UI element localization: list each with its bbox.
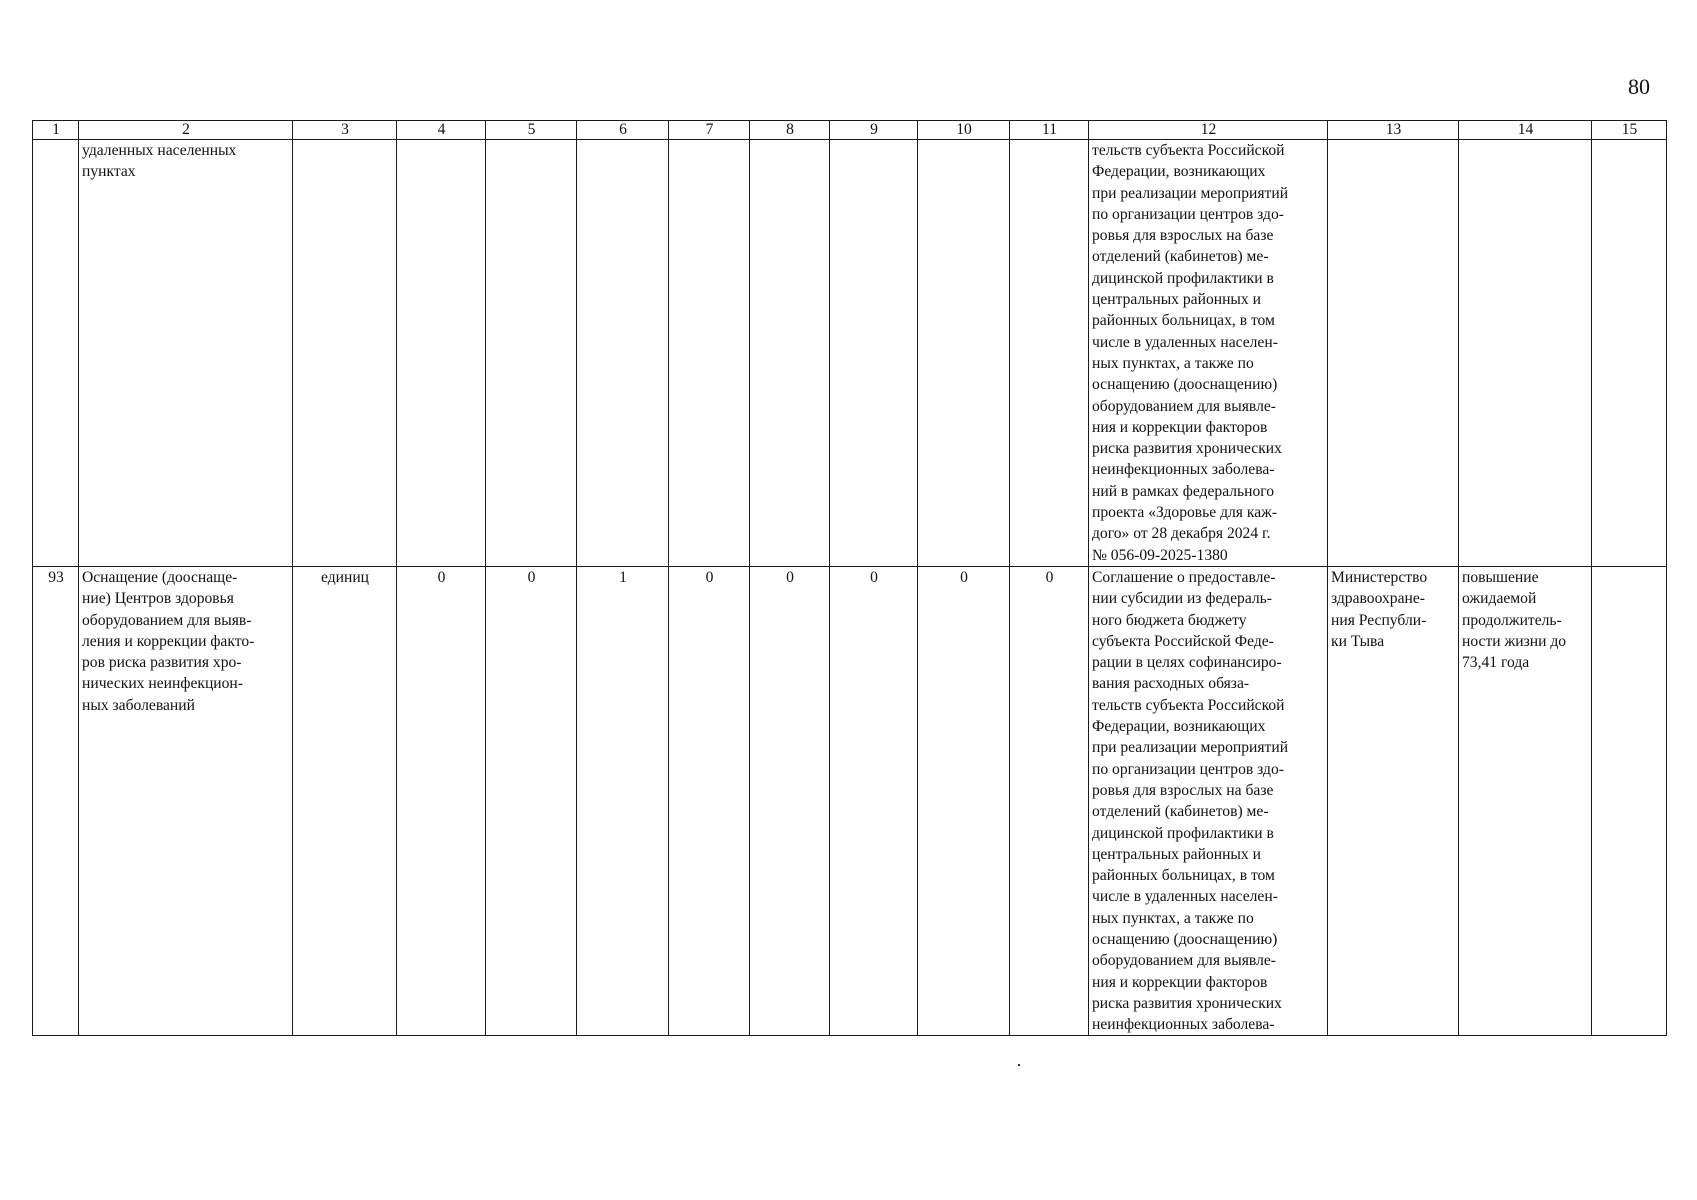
scan-speck [1018, 1064, 1020, 1066]
value-cell [486, 140, 577, 567]
result-cell: повышение ожидаемой продолжитель- ности жизни до 73,41 года [1459, 566, 1592, 1036]
header-cell: 8 [750, 121, 830, 140]
header-cell: 1 [33, 121, 79, 140]
responsible-cell: Министерство здравоохране- ния Республи- ки Тыва [1328, 566, 1459, 1036]
value-cell [830, 140, 918, 567]
header-cell: 12 [1089, 121, 1328, 140]
value-cell [397, 140, 486, 567]
value-cell: 0 [750, 566, 830, 1036]
agreement-cell: тельств субъекта Российской Федерации, возникающих при реализации мероприятий по организации центров здо- ровья для взрослых на базе отделений (кабинетов) ме- дицинской профилактики в центральных районных и районных больницах, в том числе в удаленных населен- ных пунктах, а также по оснащению (дооснащению) оборудованием для выявле- ния и коррекции факторов риска развития хронических неинфекционных заболева- ний в рамках федерального проекта «Здоровье для каж- дого» от 28 декабря 2024 г. № 056-09-2025-1380 [1089, 140, 1328, 567]
header-cell: 5 [486, 121, 577, 140]
row-number-cell: 93 [33, 566, 79, 1036]
header-cell: 13 [1328, 121, 1459, 140]
value-cell: 0 [830, 566, 918, 1036]
header-cell: 6 [577, 121, 669, 140]
header-cell: 15 [1592, 121, 1667, 140]
value-cell [1010, 140, 1089, 567]
column-number-header [33, 121, 1667, 140]
header-cell: 11 [1010, 121, 1089, 140]
value-cell [577, 140, 669, 567]
table-row-93 [33, 566, 1667, 1036]
header-cell: 14 [1459, 121, 1592, 140]
header-cell: 9 [830, 121, 918, 140]
header-cell: 2 [79, 121, 293, 140]
value-cell: 0 [669, 566, 750, 1036]
value-cell: 0 [918, 566, 1010, 1036]
value-cell [918, 140, 1010, 567]
note-cell [1592, 140, 1667, 567]
measures-table [32, 120, 1667, 1036]
header-cell: 7 [669, 121, 750, 140]
table-row-continuation [33, 140, 1667, 567]
page-number: 80 [1628, 74, 1650, 99]
result-cell [1459, 140, 1592, 567]
header-cell: 3 [293, 121, 397, 140]
header-cell: 10 [918, 121, 1010, 140]
agreement-cell: Соглашение о предоставле- нии субсидии из федераль- ного бюджета бюджету субъекта Российской Феде- рации в целях софинансиро- вания расходных обяза- тельств субъекта Российской Федерации, возникающих при реализации мероприятий по организации центров здо- ровья для взрослых на базе отделений (кабинетов) ме- дицинской профилактики в центральных районных и районных больницах, в том числе в удаленных населен- ных пунктах, а также по оснащению (дооснащению) оборудованием для выявле- ния и коррекции факторов риска развития хронических неинфекционных заболева- [1089, 566, 1328, 1036]
value-cell [669, 140, 750, 567]
value-cell: 0 [397, 566, 486, 1036]
value-cell: 1 [577, 566, 669, 1036]
note-cell [1592, 566, 1667, 1036]
row-number-cell [33, 140, 79, 567]
responsible-cell [1328, 140, 1459, 567]
header-cell: 4 [397, 121, 486, 140]
measure-name-cell: Оснащение (дооснаще- ние) Центров здоровья оборудованием для выяв- ления и коррекции факто- ров риска развития хро- нических неинфекцион- ных заболеваний [79, 566, 293, 1036]
measure-name-cell: удаленных населенных пунктах [79, 140, 293, 567]
unit-cell: единиц [293, 566, 397, 1036]
value-cell [750, 140, 830, 567]
value-cell: 0 [1010, 566, 1089, 1036]
unit-cell [293, 140, 397, 567]
value-cell: 0 [486, 566, 577, 1036]
